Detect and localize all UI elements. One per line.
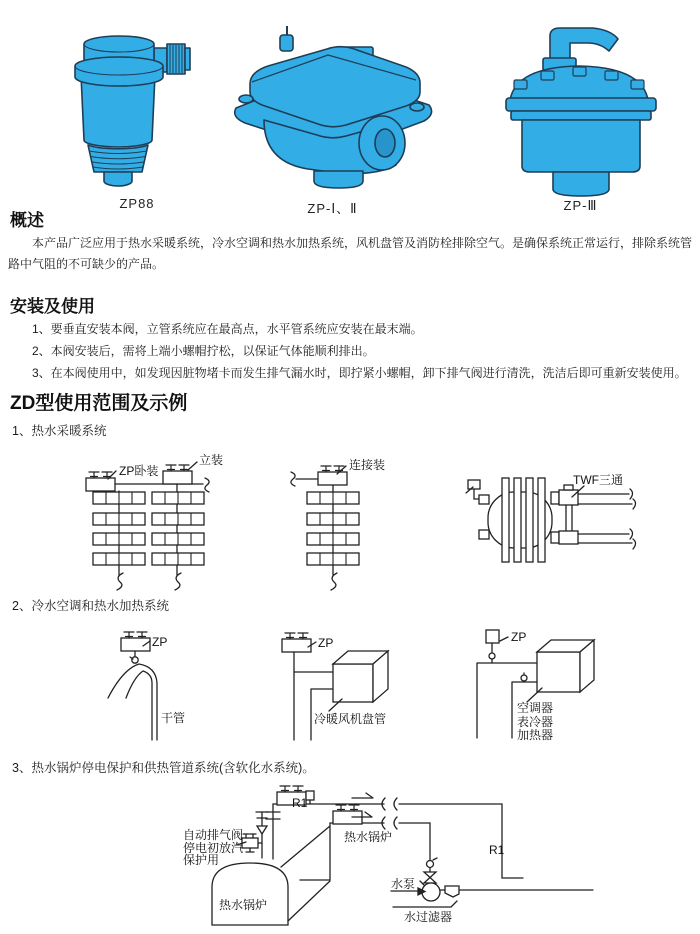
zp88-valve-drawing [75,36,190,186]
label-auto2: 停电初放汽 [183,841,244,855]
label-connected: 连接装 [349,458,386,472]
zp3-caption: ZP-Ⅲ [563,198,598,213]
label-ac-line1: 空调器 [517,701,554,715]
label-fan-coil: 冷暖风机盘管 [314,712,387,726]
boiler-system-diagram [0,772,700,934]
label-auto1: 自动排气阀 [183,828,244,842]
zp88-product-image [62,14,212,196]
label-zp-c: ZP [511,630,527,644]
label-twf-tee: TWF三通 [573,473,623,487]
label-ac-line2: 表冷器 [517,715,554,729]
boiler-diagram-lines [212,786,593,925]
heating-system-diagram [0,440,700,600]
label-boiler-mid: 热水锅炉 [344,830,393,844]
label-zp-a: ZP [152,635,168,649]
installation-heading: 安装及使用 [10,297,95,316]
installation-item-1: 1、要垂直安装本阀，立管系统应在最高点，水平管系统应安装在最末端。 [32,322,423,336]
label-zp-b: ZP [318,636,334,650]
example3-title: 3、热水锅炉停电保护和供热管道系统(含软化水系统)。 [12,761,315,775]
label-zp-horizontal: ZP卧装 [119,464,159,478]
label-boiler-left: 热水锅炉 [219,898,268,912]
examples-heading: ZD型使用范围及示例 [10,393,188,414]
label-ac-line3: 加热器 [517,728,554,742]
label-r1-right: R1 [489,843,505,857]
zp3-product-image [498,20,663,202]
heating-diagram-lines [86,462,636,590]
overview-heading: 概述 [10,211,44,230]
zp88-caption: ZP88 [119,196,155,211]
cooling-system-diagram [0,618,700,758]
zp12-product-image [230,22,435,194]
example1-title: 1、热水采暖系统 [12,424,107,438]
label-main-pipe: 干管 [161,711,186,725]
installation-item-3: 3、在本阀使用中，如发现因脏物堵卡而发生排气漏水时，即拧紧小螺帽，卸下排气阀进行清洗，洗洁后即可重新安装使用。 [32,366,687,380]
label-filter: 水过滤器 [404,910,453,924]
installation-item-2: 2、本阀安装后，需将上端小螺帽拧松，以保证气体能顺利排出。 [32,344,375,358]
example2-title: 2、冷水空调和热水加热系统 [12,599,169,613]
zp12-valve-drawing [235,26,432,188]
installation-list [32,318,692,384]
label-r1-top: R1 [292,796,308,810]
label-upright: 立装 [199,453,224,467]
zp12-caption: ZP-Ⅰ、Ⅱ [307,201,358,216]
label-pump: 水泵 [391,877,416,891]
zp3-valve-drawing [506,28,656,196]
label-auto3: 保护用 [183,853,220,867]
overview-paragraph: 本产品广泛应用于热水采暖系统，冷水空调和热水加热系统，风机盘管及消防栓排除空气。是确保系统正常运行，排除系统管路中气阻的不可缺少的产品。 [8,236,693,271]
